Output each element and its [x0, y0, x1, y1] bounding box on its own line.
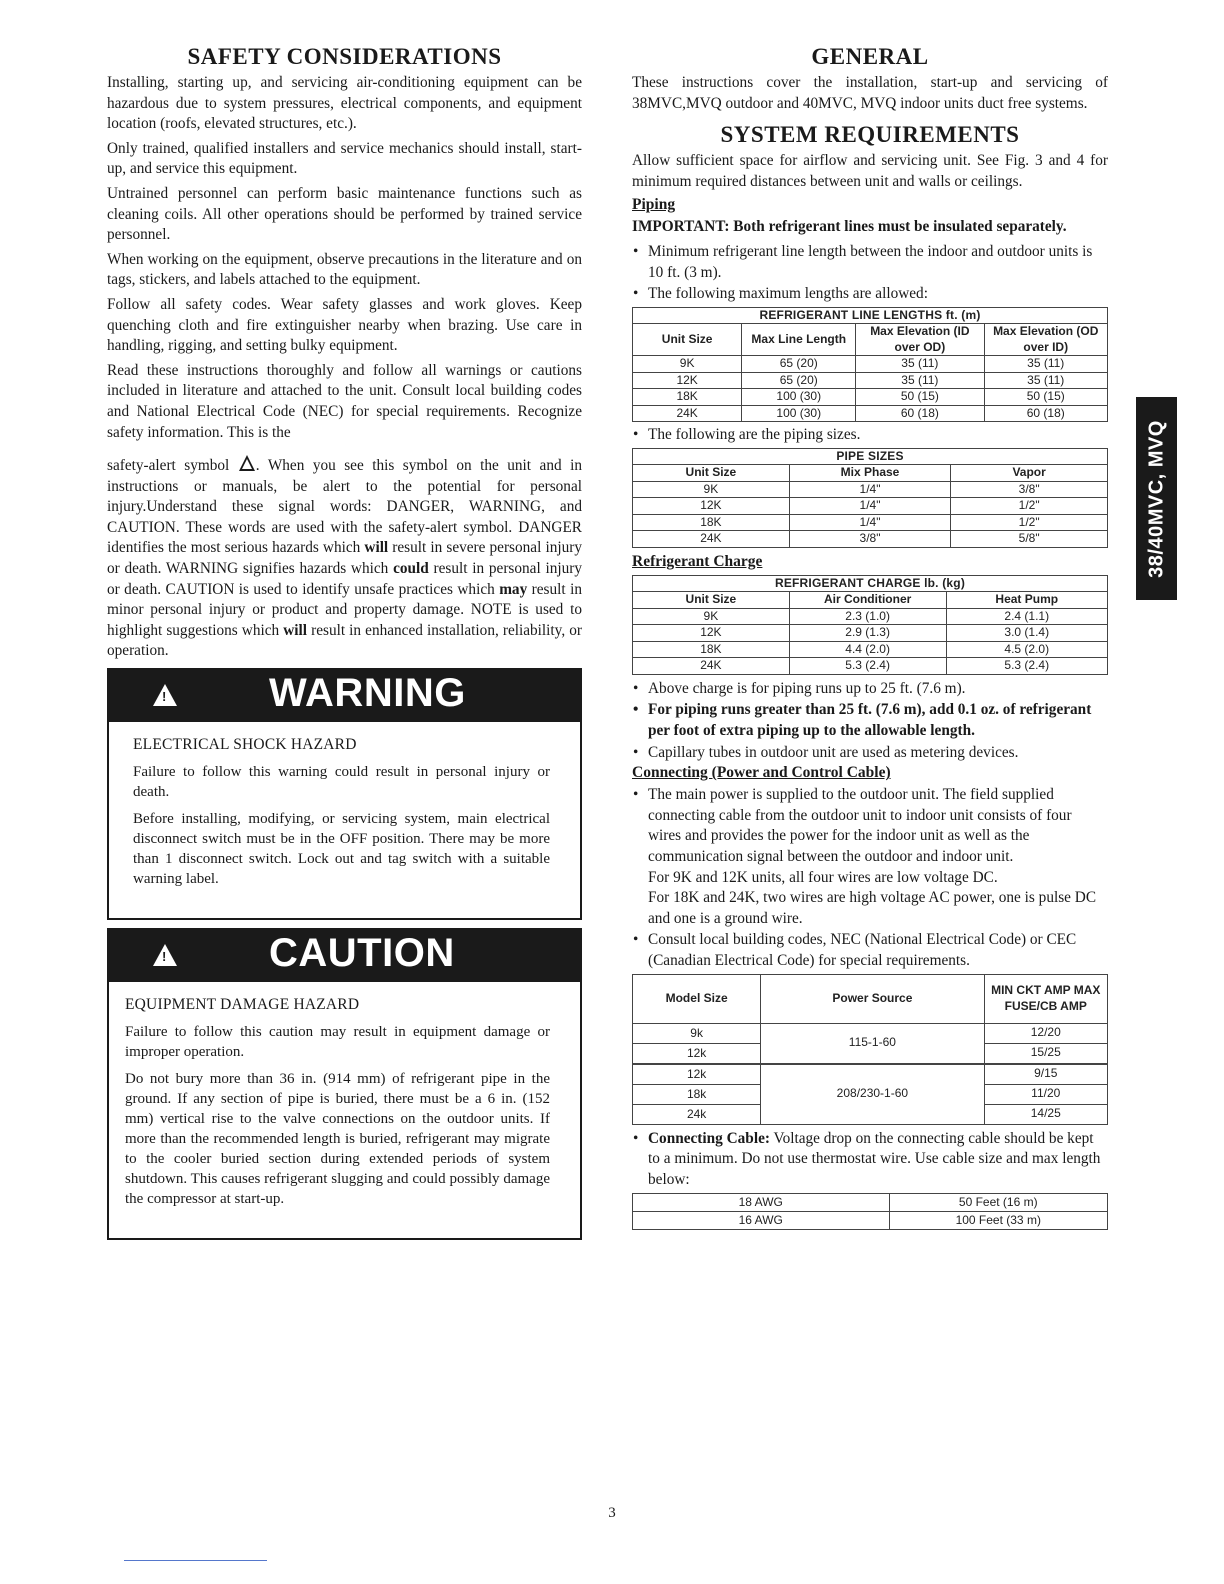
- warning-text: Before installing, modifying, or servicing system, main electrical disconnect switch must be in the OFF position. There may be more than 1 disconnect switch. Lock out and tag switch with a suitable warning label.: [133, 811, 550, 888]
- table-row: 9K 1/4" 3/8": [633, 481, 1108, 498]
- list-item: • The main power is supplied to the outdoor unit. The field supplied connecting cable from the outdoor unit to indoor unit consists of four wires and provides the power for the indoor unit as well as the communication signal between the outdoor and indoor unit. For 9K and 12K units, all four wires are low voltage DC. For 18K and 24K, two wires are high voltage AC power, one is pulse DC and one is a ground wire.: [632, 785, 1108, 929]
- warning-label: WARNING: [269, 671, 466, 716]
- caution-title: EQUIPMENT DAMAGE HAZARD: [125, 996, 360, 1014]
- table-row: 9K 65 (20) 35 (11) 35 (11): [633, 356, 1108, 373]
- side-tab: [1136, 397, 1177, 600]
- table-caption: REFRIGERANT CHARGE lb. (kg): [633, 575, 1108, 592]
- table-row: 18K 1/4" 1/2": [633, 514, 1108, 531]
- table-row: 18k 11/20: [633, 1084, 1108, 1104]
- left-column: [107, 44, 582, 1240]
- list-item: • Consult local building codes, NEC (National Electrical Code) or CEC (Canadian Electrical Code) for special requirements.: [632, 930, 1108, 971]
- table-row: 16 AWG 100 Feet (33 m): [633, 1212, 1108, 1230]
- safety-title: SAFETY CONSIDERATIONS: [187, 44, 502, 69]
- table-header: MIN CKT AMP MAX FUSE/CB AMP: [984, 974, 1108, 1023]
- table-row: 18 AWG 50 Feet (16 m): [633, 1194, 1108, 1212]
- list-item: • The following are the piping sizes.: [632, 425, 1108, 446]
- table-caption: PIPE SIZES: [633, 448, 1108, 465]
- table-row: 18K 100 (30) 50 (15) 50 (15): [633, 389, 1108, 406]
- list-item: • Above charge is for piping runs up to 25 ft. (7.6 m).: [632, 679, 1108, 700]
- table-header: Vapor: [951, 465, 1108, 482]
- list-item: • Capillary tubes in outdoor unit are used as metering devices.: [632, 743, 1108, 764]
- list-item: • The following maximum lengths are allowed:: [632, 284, 1108, 305]
- piping-list: [632, 242, 1108, 305]
- charge-notes-list: [632, 679, 1108, 763]
- pipe-sizes-list: [632, 425, 1108, 446]
- table-row: 12K 2.9 (1.3) 3.0 (1.4): [633, 625, 1108, 642]
- table-row: 9k 115-1-60 12/20: [633, 1023, 1108, 1043]
- warning-text: Failure to follow this warning could result in personal injury or death.: [133, 764, 550, 801]
- table-row: 18K 4.4 (2.0) 4.5 (2.0): [633, 641, 1108, 658]
- table-header: Power Source: [761, 974, 984, 1023]
- caution-header: [109, 930, 580, 982]
- system-requirements-title: SYSTEM REQUIREMENTS: [720, 122, 1020, 148]
- safety-paragraph: Only trained, qualified installers and service mechanics should install, start-up, and service this equipment.: [107, 139, 582, 178]
- table-header: Max Elevation (OD over ID): [984, 324, 1108, 356]
- safety-alert-icon: [239, 455, 255, 471]
- warning-header: [109, 670, 580, 722]
- page-number: 3: [608, 1505, 616, 1521]
- footer-rule: [124, 1560, 267, 1561]
- table-header: Max Elevation (ID over OD): [856, 324, 984, 356]
- safety-paragraph: Untrained personnel can perform basic maintenance functions such as cleaning coils. All other operations should be performed by trained service personnel.: [107, 184, 582, 244]
- table-header: Unit Size: [633, 592, 790, 609]
- connecting-heading: Connecting (Power and Control Cable): [632, 764, 891, 782]
- table-header: Max Line Length: [742, 324, 856, 356]
- warning-title: ELECTRICAL SHOCK HAZARD: [133, 736, 357, 754]
- caution-label: CAUTION: [269, 931, 455, 976]
- safety-alert-paragraph: safety-alert symbol . When you see this symbol on the unit and in instructions or manuals, be alert to the potential for personal injury.Understand these signal words: DANGER, WARNING, and CAUTION. These words are used with the safety-alert symbol. DANGER identifies the most serious hazards which will result in severe personal injury or death. WARNING signifies hazards which could result in personal injury or death. CAUTION is used to identify unsafe practices which may result in minor personal injury or product and property damage. NOTE is used to highlight suggestions which will result in enhanced installation, reliability, or operation.: [107, 457, 582, 660]
- table-header: Unit Size: [633, 324, 742, 356]
- list-item: • For piping runs greater than 25 ft. (7.6 m), add 0.1 oz. of refrigerant per foot of extra piping up to the allowable length.: [632, 700, 1108, 741]
- important-note: IMPORTANT: Both refrigerant lines must be insulated separately.: [632, 218, 1067, 236]
- safety-paragraph: Installing, starting up, and servicing air-conditioning equipment can be hazardous due to system pressures, electrical components, and equipment location (roofs, elevated structures, etc.).: [107, 74, 582, 133]
- table-header: Air Conditioner: [789, 592, 946, 609]
- table-row: 24K 5.3 (2.4) 5.3 (2.4): [633, 658, 1108, 675]
- piping-heading: Piping: [632, 196, 676, 214]
- cable-list: [632, 1129, 1108, 1191]
- right-column: [632, 44, 1108, 1230]
- pipe-sizes-table: [632, 448, 1108, 548]
- connecting-list: [632, 785, 1108, 971]
- list-item: • Minimum refrigerant line length between the indoor and outdoor units is 10 ft. (3 m).: [632, 242, 1108, 283]
- general-text: These instructions cover the installation, start-up and servicing of 38MVC,MVQ outdoor and 40MVC, MVQ indoor units duct free systems.: [632, 74, 1108, 112]
- safety-paragraph: Read these instructions thoroughly and follow all warnings or cautions included in literature and attached to the unit. Consult local building codes and National Electrical Code (NEC) for special requirements. Recognize safety information. This is the: [107, 361, 582, 441]
- table-row: 12k 15/25: [633, 1043, 1108, 1064]
- refrigerant-charge-heading: Refrigerant Charge: [632, 552, 763, 570]
- safety-paragraph: Follow all safety codes. Wear safety glasses and work gloves. Keep quenching cloth and fire extinguisher nearby when brazing. Use care in handling, rigging, and setting bulky equipment.: [107, 295, 582, 355]
- caution-text: Failure to follow this caution may result in equipment damage or improper operation.: [125, 1024, 550, 1061]
- table-row: 12K 1/4" 1/2": [633, 498, 1108, 515]
- side-tab-label: 38/40MVC, MVQ: [1145, 419, 1167, 578]
- warning-box: [107, 668, 582, 920]
- refrigerant-charge-table: [632, 575, 1108, 675]
- table-header: Heat Pump: [946, 592, 1108, 609]
- cable-table: [632, 1193, 1108, 1230]
- caution-text: Do not bury more than 36 in. (914 mm) of refrigerant pipe in the ground. If any section of pipe is buried, there must be a 6 in. (152 mm) vertical rise to the valve connections on the outdoor units. If more than the recommended length is buried, refrigerant may migrate to the cooler buried section during extended periods of system shutdown. This causes refrigerant slugging and could possibly damage the compressor at start-up.: [125, 1071, 550, 1208]
- system-requirements-text: Allow sufficient space for airflow and servicing unit. See Fig. 3 and 4 for minimum required distances between unit and walls or ceilings.: [632, 152, 1108, 190]
- table-row: 9K 2.3 (1.0) 2.4 (1.1): [633, 608, 1108, 625]
- table-header: Model Size: [633, 974, 761, 1023]
- table-row: 24K 100 (30) 60 (18) 60 (18): [633, 405, 1108, 422]
- list-item: • Connecting Cable: Voltage drop on the connecting cable should be kept to a minimum. Do not use thermostat wire. Use cable size and max length below:: [632, 1129, 1108, 1191]
- safety-paragraph: When working on the equipment, observe precautions in the literature and on tags, stickers, and labels attached to the equipment.: [107, 250, 582, 289]
- table-header: Unit Size: [633, 465, 790, 482]
- table-row: 24k 14/25: [633, 1104, 1108, 1124]
- power-table: [632, 974, 1108, 1125]
- table-caption: REFRIGERANT LINE LENGTHS ft. (m): [633, 307, 1108, 324]
- caution-box: [107, 928, 582, 1240]
- table-row: 24K 3/8" 5/8": [633, 531, 1108, 548]
- table-header: Mix Phase: [789, 465, 951, 482]
- table-row: 12k 208/230-1-60 9/15: [633, 1064, 1108, 1085]
- warning-triangle-icon: [153, 684, 177, 706]
- line-lengths-table: [632, 307, 1108, 423]
- caution-triangle-icon: [153, 944, 177, 966]
- general-title: GENERAL: [811, 44, 929, 69]
- table-row: 12K 65 (20) 35 (11) 35 (11): [633, 372, 1108, 389]
